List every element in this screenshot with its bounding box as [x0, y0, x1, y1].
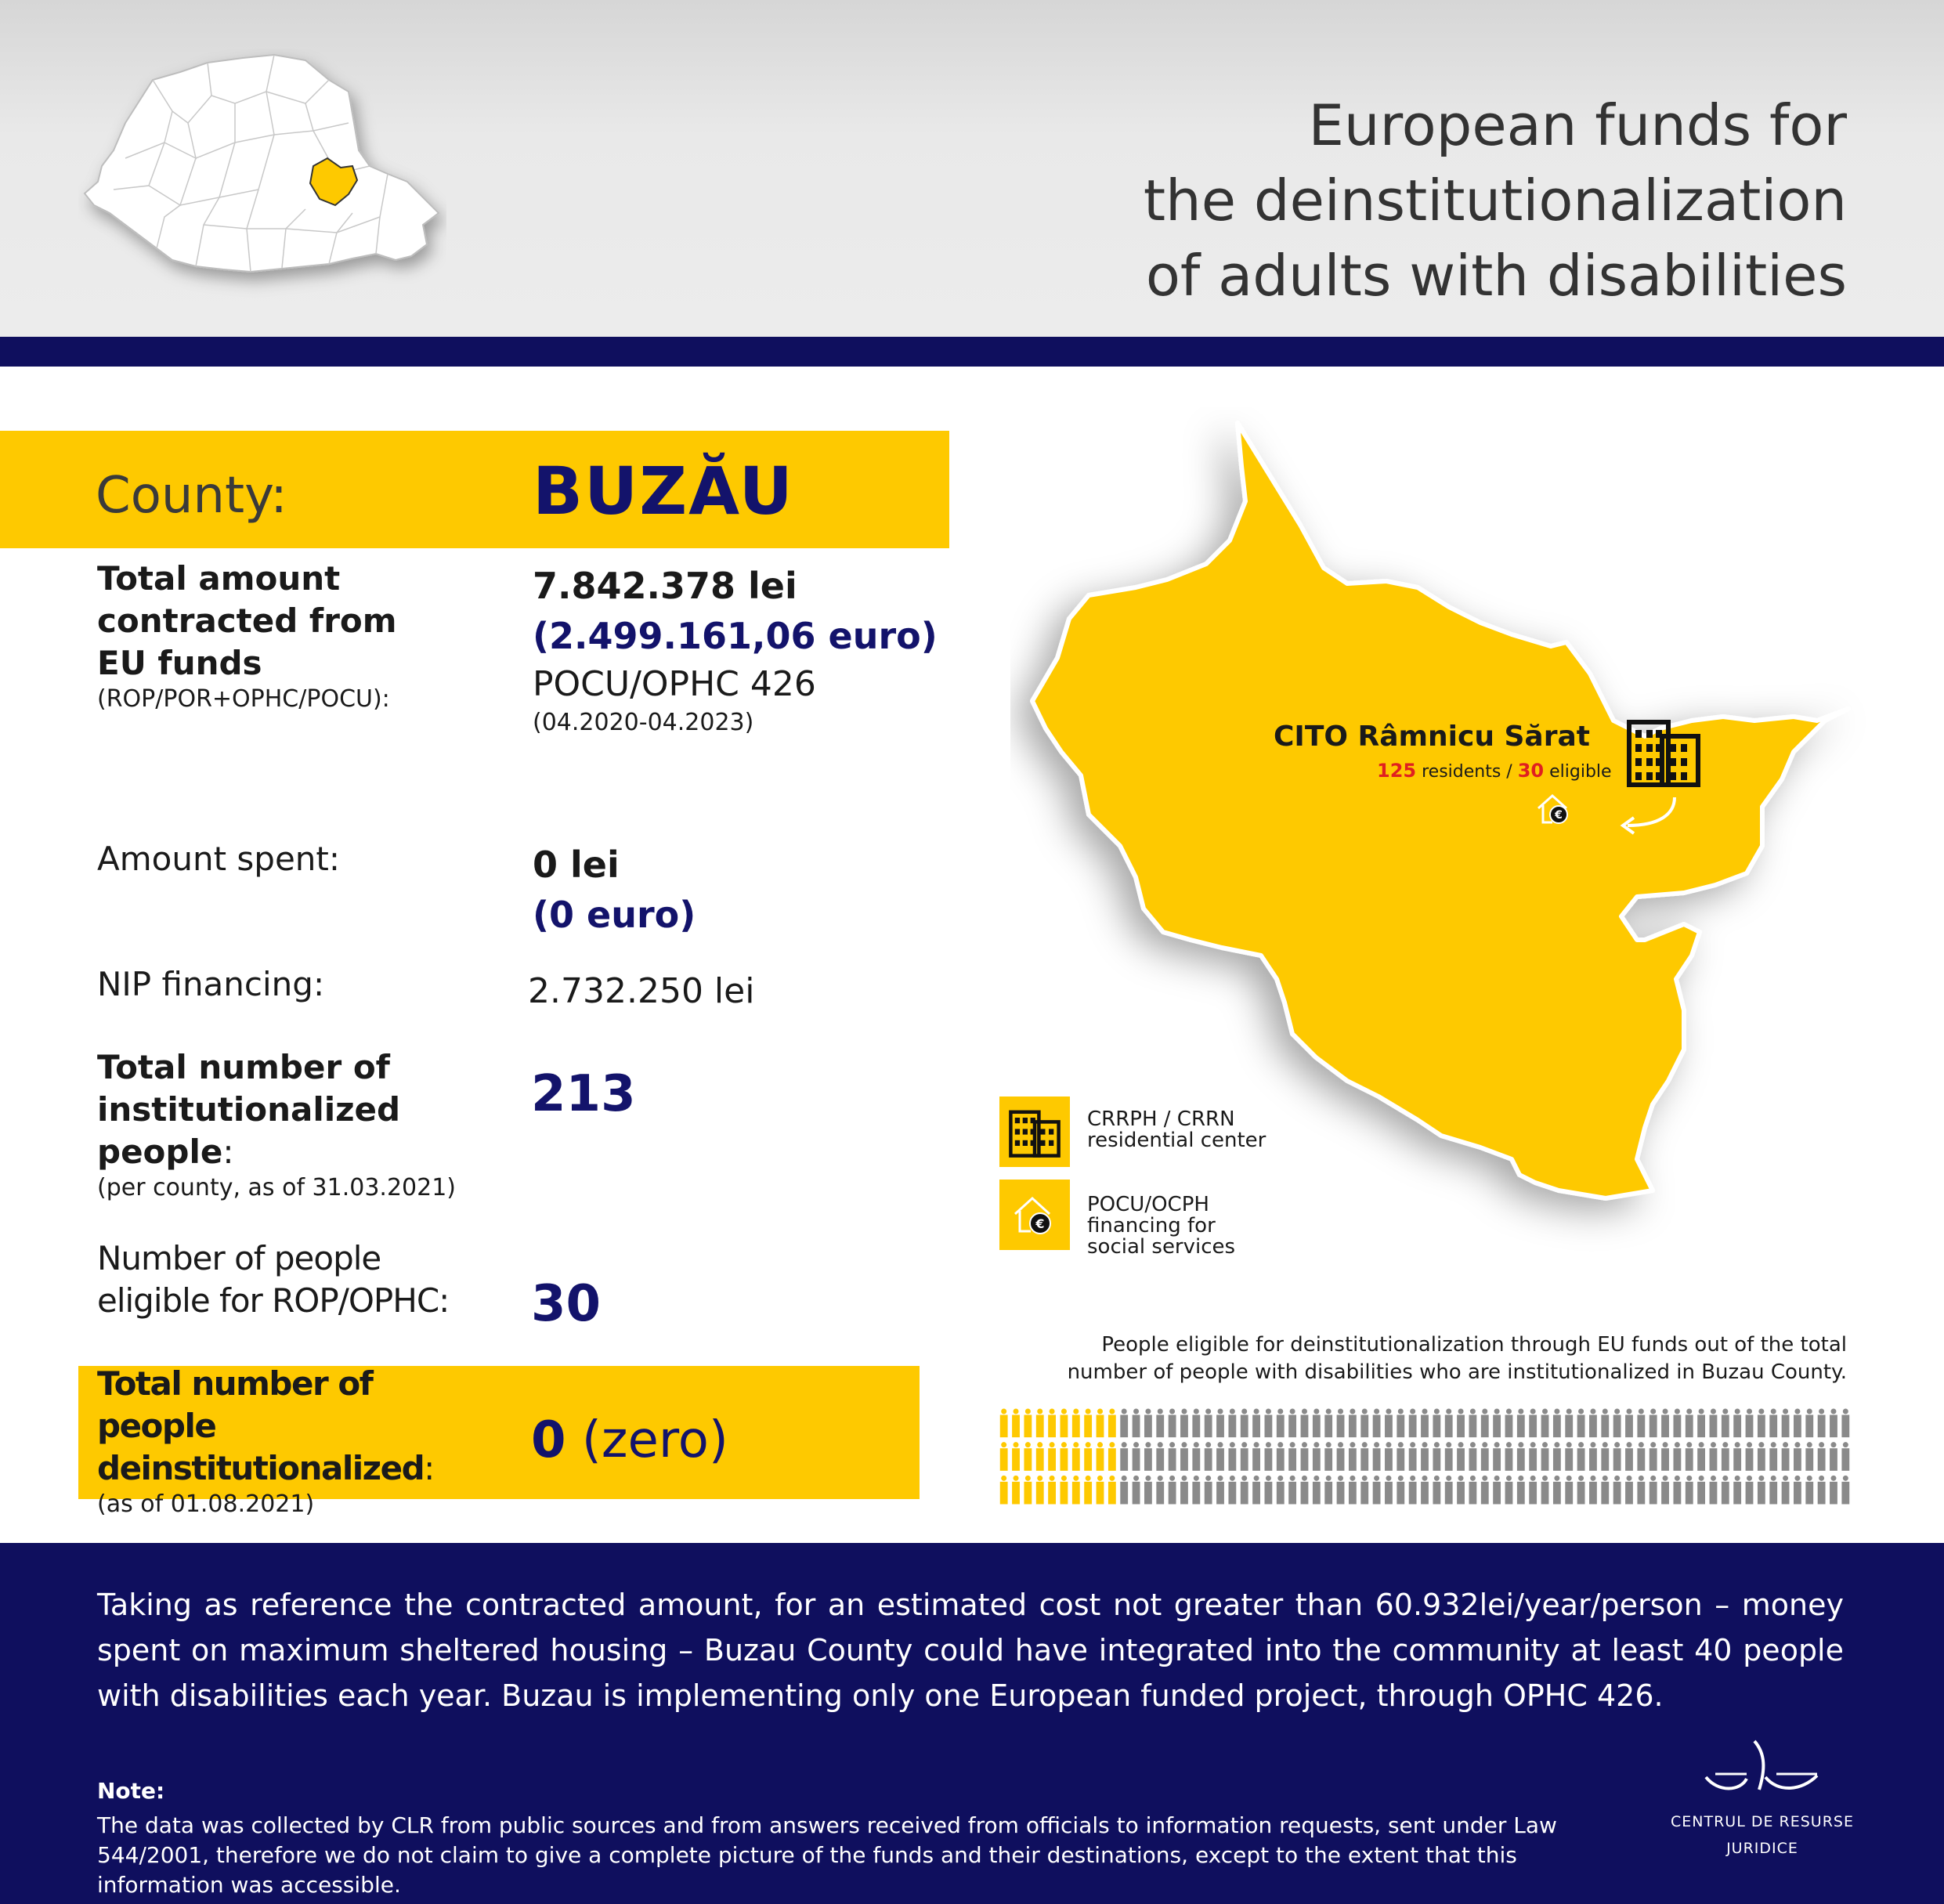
note-title: Note: — [97, 1778, 165, 1804]
person-icon — [1625, 1442, 1633, 1471]
person-icon — [1613, 1476, 1621, 1505]
person-icon — [1192, 1409, 1200, 1438]
person-icon — [1156, 1442, 1164, 1471]
person-eligible-icon — [1000, 1442, 1008, 1471]
person-icon — [1553, 1409, 1561, 1438]
label-sub: (per county, as of 31.03.2021) — [97, 1174, 457, 1201]
person-eligible-icon — [1072, 1442, 1080, 1471]
person-icon — [1180, 1476, 1188, 1505]
label-line: Total number of — [97, 1364, 373, 1403]
person-icon — [1445, 1442, 1453, 1471]
person-icon — [1433, 1409, 1440, 1438]
deinstitutionalized-value — [531, 1411, 728, 1469]
person-icon — [1830, 1409, 1837, 1438]
person-icon — [1493, 1442, 1501, 1471]
person-icon — [1613, 1409, 1621, 1438]
romania-map — [78, 49, 446, 307]
title-line: European funds for — [1308, 92, 1847, 158]
label-line: EU funds — [97, 644, 262, 682]
person-icon — [1252, 1476, 1260, 1505]
person-icon — [1360, 1409, 1368, 1438]
legend-building-box — [999, 1097, 1070, 1167]
person-icon — [1794, 1442, 1801, 1471]
deinstitutionalized-label — [97, 1363, 434, 1519]
person-icon — [1818, 1442, 1826, 1471]
person-icon — [1733, 1409, 1741, 1438]
person-icon — [1337, 1442, 1345, 1471]
person-icon — [1313, 1442, 1321, 1471]
person-icon — [1686, 1476, 1693, 1505]
person-icon — [1313, 1476, 1321, 1505]
building-icon — [999, 1097, 1070, 1167]
person-icon — [1433, 1442, 1440, 1471]
clr-logo-mark — [1700, 1735, 1825, 1805]
person-icon — [1228, 1476, 1236, 1505]
logo-line: JURIDICE — [1726, 1840, 1798, 1857]
person-eligible-icon — [1036, 1442, 1044, 1471]
person-icon — [1637, 1476, 1645, 1505]
person-icon — [1493, 1409, 1501, 1438]
person-icon — [1265, 1409, 1273, 1438]
person-icon — [1493, 1476, 1501, 1505]
person-icon — [1686, 1442, 1693, 1471]
person-icon — [1794, 1409, 1801, 1438]
legend-line: residential center — [1087, 1129, 1266, 1152]
person-icon — [1505, 1442, 1513, 1471]
person-icon — [1830, 1476, 1837, 1505]
label-line: institutionalized — [97, 1090, 401, 1129]
person-eligible-icon — [1108, 1409, 1116, 1438]
person-icon — [1205, 1476, 1212, 1505]
person-eligible-icon — [1000, 1476, 1008, 1505]
center-stats — [1377, 760, 1612, 782]
center-name: CITO Râmnicu Sărat — [1274, 721, 1590, 753]
person-icon — [1241, 1442, 1248, 1471]
institutionalized-value: 213 — [531, 1065, 636, 1123]
person-icon — [1445, 1476, 1453, 1505]
person-icon — [1397, 1476, 1404, 1505]
person-icon — [1625, 1476, 1633, 1505]
person-icon — [1421, 1409, 1429, 1438]
label-sub: (ROP/POR+OPHC/POCU): — [97, 685, 390, 713]
person-eligible-icon — [1000, 1409, 1008, 1438]
person-eligible-icon — [1097, 1409, 1104, 1438]
person-icon — [1156, 1476, 1164, 1505]
person-icon — [1337, 1409, 1345, 1438]
contracted-period: (04.2020-04.2023) — [533, 709, 754, 736]
person-icon — [1841, 1409, 1849, 1438]
person-icon — [1565, 1476, 1573, 1505]
person-eligible-icon — [1072, 1409, 1080, 1438]
contracted-euro: (2.499.161,06 euro) — [533, 615, 938, 657]
person-icon — [1349, 1476, 1357, 1505]
person-icon — [1553, 1442, 1561, 1471]
person-eligible-icon — [1084, 1442, 1092, 1471]
person-icon — [1769, 1442, 1777, 1471]
caption-line: People eligible for deinstitutionalization through EU funds out of the total — [1101, 1333, 1847, 1357]
legend-line: CRRPH / CRRN — [1087, 1107, 1235, 1131]
person-icon — [1216, 1409, 1224, 1438]
eligible-value: 30 — [531, 1275, 602, 1333]
person-icon — [1277, 1442, 1285, 1471]
eligible-count: 30 — [1517, 760, 1545, 782]
person-icon — [1252, 1442, 1260, 1471]
person-icon — [1673, 1442, 1681, 1471]
person-icon — [1830, 1442, 1837, 1471]
conclusion-text: Taking as reference the contracted amount, for an estimated cost not greater than 60.932lei/year/person – money spent on maximum sheltered housing – Buzau County could have integrated into the community at least 40 people with disabilities each year. Buzau is implementing only one European funded project, through OPHC 426. — [97, 1588, 1844, 1713]
person-icon — [1794, 1476, 1801, 1505]
person-eligible-icon — [1012, 1442, 1020, 1471]
person-icon — [1120, 1442, 1128, 1471]
person-eligible-icon — [1061, 1476, 1068, 1505]
house-euro-icon — [999, 1180, 1070, 1250]
label-colon: : — [222, 1133, 234, 1171]
person-icon — [1360, 1442, 1368, 1471]
person-icon — [1481, 1476, 1489, 1505]
person-icon — [1650, 1442, 1657, 1471]
person-icon — [1746, 1442, 1754, 1471]
person-icon — [1529, 1409, 1537, 1438]
person-icon — [1192, 1476, 1200, 1505]
label-line: eligible for ROP/OPHC: — [97, 1281, 450, 1320]
person-icon — [1758, 1476, 1765, 1505]
person-icon — [1457, 1442, 1465, 1471]
person-icon — [1733, 1476, 1741, 1505]
legend-line: financing for — [1087, 1214, 1216, 1237]
logo-line: CENTRUL DE RESURSE — [1671, 1813, 1854, 1830]
person-icon — [1710, 1442, 1718, 1471]
person-icon — [1288, 1442, 1296, 1471]
person-icon — [1722, 1476, 1729, 1505]
person-icon — [1192, 1442, 1200, 1471]
person-icon — [1385, 1409, 1393, 1438]
person-icon — [1301, 1476, 1309, 1505]
person-icon — [1457, 1409, 1465, 1438]
clr-logo — [1660, 1735, 1864, 1862]
header-divider — [0, 337, 1944, 367]
person-icon — [1373, 1476, 1381, 1505]
person-icon — [1180, 1442, 1188, 1471]
person-eligible-icon — [1024, 1409, 1032, 1438]
legend-line: POCU/OCPH — [1087, 1193, 1209, 1216]
person-icon — [1650, 1476, 1657, 1505]
caption-line: number of people with disabilities who are institutionalized in Buzau County. — [1067, 1360, 1847, 1384]
person-icon — [1517, 1476, 1525, 1505]
person-icon — [1265, 1476, 1273, 1505]
person-icon — [1144, 1476, 1152, 1505]
person-icon — [1120, 1476, 1128, 1505]
person-icon — [1228, 1409, 1236, 1438]
total-contracted-label — [97, 558, 397, 714]
person-icon — [1169, 1442, 1176, 1471]
person-icon — [1601, 1409, 1609, 1438]
person-icon — [1409, 1442, 1417, 1471]
person-icon — [1265, 1442, 1273, 1471]
person-icon — [1553, 1476, 1561, 1505]
person-icon — [1782, 1442, 1790, 1471]
svg-text:€: € — [1035, 1216, 1045, 1231]
amount-spent-values — [533, 840, 696, 940]
person-eligible-icon — [1012, 1476, 1020, 1505]
label-colon: : — [424, 1449, 434, 1487]
label-line: Total number of — [97, 1048, 390, 1086]
person-icon — [1686, 1409, 1693, 1438]
person-icon — [1710, 1476, 1718, 1505]
person-icon — [1565, 1442, 1573, 1471]
person-icon — [1577, 1409, 1585, 1438]
label-line: people — [97, 1133, 223, 1171]
person-icon — [1637, 1409, 1645, 1438]
person-icon — [1133, 1409, 1140, 1438]
person-icon — [1818, 1476, 1826, 1505]
person-icon — [1541, 1409, 1549, 1438]
person-icon — [1409, 1476, 1417, 1505]
person-icon — [1805, 1409, 1813, 1438]
note-text: The data was collected by CLR from public sources and from answers received from officials to information requests, sent under Law 544/2001, therefore we do not claim to give a complete picture of the funds and their destinations, except to the extent that this information was accessible. — [97, 1812, 1557, 1898]
person-eligible-icon — [1024, 1442, 1032, 1471]
person-icon — [1133, 1442, 1140, 1471]
person-icon — [1397, 1409, 1404, 1438]
deinst-word: (zero) — [581, 1411, 728, 1469]
person-icon — [1733, 1442, 1741, 1471]
person-eligible-icon — [1061, 1442, 1068, 1471]
person-icon — [1228, 1442, 1236, 1471]
person-icon — [1589, 1442, 1597, 1471]
person-icon — [1169, 1409, 1176, 1438]
person-eligible-icon — [1012, 1409, 1020, 1438]
person-icon — [1673, 1476, 1681, 1505]
person-icon — [1541, 1442, 1549, 1471]
person-eligible-icon — [1108, 1476, 1116, 1505]
person-icon — [1541, 1476, 1549, 1505]
person-icon — [1529, 1442, 1537, 1471]
person-icon — [1180, 1409, 1188, 1438]
person-icon — [1385, 1476, 1393, 1505]
person-icon — [1697, 1476, 1705, 1505]
person-eligible-icon — [1048, 1442, 1056, 1471]
legend-building-text — [1087, 1109, 1266, 1151]
person-icon — [1324, 1442, 1332, 1471]
person-icon — [1360, 1476, 1368, 1505]
person-eligible-icon — [1036, 1476, 1044, 1505]
person-eligible-icon — [1036, 1409, 1044, 1438]
person-icon — [1216, 1476, 1224, 1505]
person-icon — [1144, 1442, 1152, 1471]
person-icon — [1469, 1442, 1476, 1471]
person-icon — [1650, 1409, 1657, 1438]
person-icon — [1565, 1409, 1573, 1438]
nip-financing-label: NIP financing: — [97, 965, 325, 1003]
person-icon — [1697, 1442, 1705, 1471]
person-eligible-icon — [1108, 1442, 1116, 1471]
person-eligible-icon — [1084, 1476, 1092, 1505]
person-icon — [1324, 1476, 1332, 1505]
person-icon — [1301, 1442, 1309, 1471]
person-icon — [1637, 1442, 1645, 1471]
person-icon — [1758, 1442, 1765, 1471]
person-icon — [1288, 1476, 1296, 1505]
person-icon — [1758, 1409, 1765, 1438]
institutionalized-label — [97, 1046, 456, 1203]
person-icon — [1505, 1409, 1513, 1438]
amount-spent-label: Amount spent: — [97, 840, 341, 878]
person-icon — [1216, 1442, 1224, 1471]
person-eligible-icon — [1097, 1476, 1104, 1505]
label-line: Total amount — [97, 559, 341, 598]
person-icon — [1313, 1409, 1321, 1438]
person-icon — [1277, 1476, 1285, 1505]
person-icon — [1782, 1409, 1790, 1438]
person-icon — [1661, 1476, 1669, 1505]
person-icon — [1324, 1409, 1332, 1438]
person-icon — [1661, 1409, 1669, 1438]
person-icon — [1769, 1409, 1777, 1438]
deinst-number: 0 — [531, 1411, 566, 1469]
person-icon — [1301, 1409, 1309, 1438]
person-icon — [1841, 1442, 1849, 1471]
residents-label: residents / — [1422, 762, 1512, 782]
person-icon — [1169, 1476, 1176, 1505]
person-icon — [1252, 1409, 1260, 1438]
person-icon — [1277, 1409, 1285, 1438]
person-icon — [1589, 1409, 1597, 1438]
person-icon — [1722, 1409, 1729, 1438]
person-icon — [1481, 1409, 1489, 1438]
label-line: Number of people — [97, 1239, 381, 1277]
person-icon — [1337, 1476, 1345, 1505]
person-icon — [1120, 1409, 1128, 1438]
person-icon — [1349, 1409, 1357, 1438]
clr-logo-text — [1660, 1808, 1864, 1862]
person-icon — [1577, 1476, 1585, 1505]
residents-count: 125 — [1377, 760, 1417, 782]
person-icon — [1589, 1476, 1597, 1505]
person-icon — [1385, 1442, 1393, 1471]
total-contracted-values — [533, 561, 938, 738]
person-icon — [1133, 1476, 1140, 1505]
county-label: County: — [96, 467, 287, 525]
person-icon — [1205, 1442, 1212, 1471]
person-icon — [1421, 1442, 1429, 1471]
spent-lei: 0 lei — [533, 844, 620, 886]
buzau-county-map — [1010, 407, 1888, 1292]
person-eligible-icon — [1024, 1476, 1032, 1505]
person-icon — [1144, 1409, 1152, 1438]
person-icon — [1457, 1476, 1465, 1505]
label-line: contracted from — [97, 602, 397, 640]
person-icon — [1205, 1409, 1212, 1438]
person-icon — [1661, 1442, 1669, 1471]
person-icon — [1505, 1476, 1513, 1505]
person-icon — [1469, 1409, 1476, 1438]
people-pictogram-chart — [998, 1407, 1852, 1507]
people-chart-caption — [985, 1331, 1847, 1386]
person-icon — [1517, 1409, 1525, 1438]
label-line: deinstitutionalized — [97, 1449, 425, 1487]
person-icon — [1469, 1476, 1476, 1505]
person-icon — [1769, 1476, 1777, 1505]
label-line: people — [97, 1407, 216, 1445]
person-icon — [1841, 1476, 1849, 1505]
person-icon — [1529, 1476, 1537, 1505]
spent-euro: (0 euro) — [533, 894, 696, 936]
person-icon — [1818, 1409, 1826, 1438]
person-icon — [1433, 1476, 1440, 1505]
eligible-label — [97, 1237, 449, 1322]
person-icon — [1601, 1442, 1609, 1471]
person-icon — [1613, 1442, 1621, 1471]
person-icon — [1156, 1409, 1164, 1438]
person-icon — [1722, 1442, 1729, 1471]
house-euro-icon — [1535, 791, 1574, 827]
person-icon — [1373, 1442, 1381, 1471]
person-icon — [1710, 1409, 1718, 1438]
label-sub: (as of 01.08.2021) — [97, 1490, 315, 1518]
person-icon — [1625, 1409, 1633, 1438]
person-icon — [1577, 1442, 1585, 1471]
title-line: of adults with disabilities — [1145, 243, 1847, 309]
legend-funding-text — [1087, 1194, 1235, 1258]
person-icon — [1349, 1442, 1357, 1471]
person-icon — [1481, 1442, 1489, 1471]
person-icon — [1241, 1476, 1248, 1505]
person-eligible-icon — [1061, 1409, 1068, 1438]
person-icon — [1601, 1476, 1609, 1505]
arrow-icon — [1612, 791, 1682, 838]
person-icon — [1288, 1409, 1296, 1438]
person-icon — [1673, 1409, 1681, 1438]
title-line: the deinstitutionalization — [1143, 168, 1847, 233]
person-icon — [1805, 1476, 1813, 1505]
person-eligible-icon — [1048, 1409, 1056, 1438]
person-icon — [1241, 1409, 1248, 1438]
person-eligible-icon — [1084, 1409, 1092, 1438]
eligible-label: eligible — [1549, 762, 1612, 782]
contracted-program: POCU/OPHC 426 — [533, 664, 816, 704]
person-icon — [1746, 1476, 1754, 1505]
person-icon — [1421, 1476, 1429, 1505]
svg-text:€: € — [1555, 809, 1563, 822]
person-icon — [1373, 1409, 1381, 1438]
legend-line: social services — [1087, 1235, 1236, 1259]
person-icon — [1697, 1409, 1705, 1438]
person-icon — [1397, 1442, 1404, 1471]
person-icon — [1517, 1442, 1525, 1471]
person-icon — [1445, 1409, 1453, 1438]
person-eligible-icon — [1048, 1476, 1056, 1505]
person-icon — [1746, 1409, 1754, 1438]
building-icon — [1626, 711, 1704, 789]
person-icon — [1409, 1409, 1417, 1438]
person-eligible-icon — [1072, 1476, 1080, 1505]
county-name: BUZĂU — [533, 453, 794, 529]
legend-funding-box — [999, 1180, 1070, 1250]
person-icon — [1782, 1476, 1790, 1505]
page-title — [1144, 88, 1847, 313]
contracted-lei: 7.842.378 lei — [533, 565, 797, 607]
nip-financing-value: 2.732.250 lei — [528, 971, 755, 1011]
person-eligible-icon — [1097, 1442, 1104, 1471]
person-icon — [1805, 1442, 1813, 1471]
